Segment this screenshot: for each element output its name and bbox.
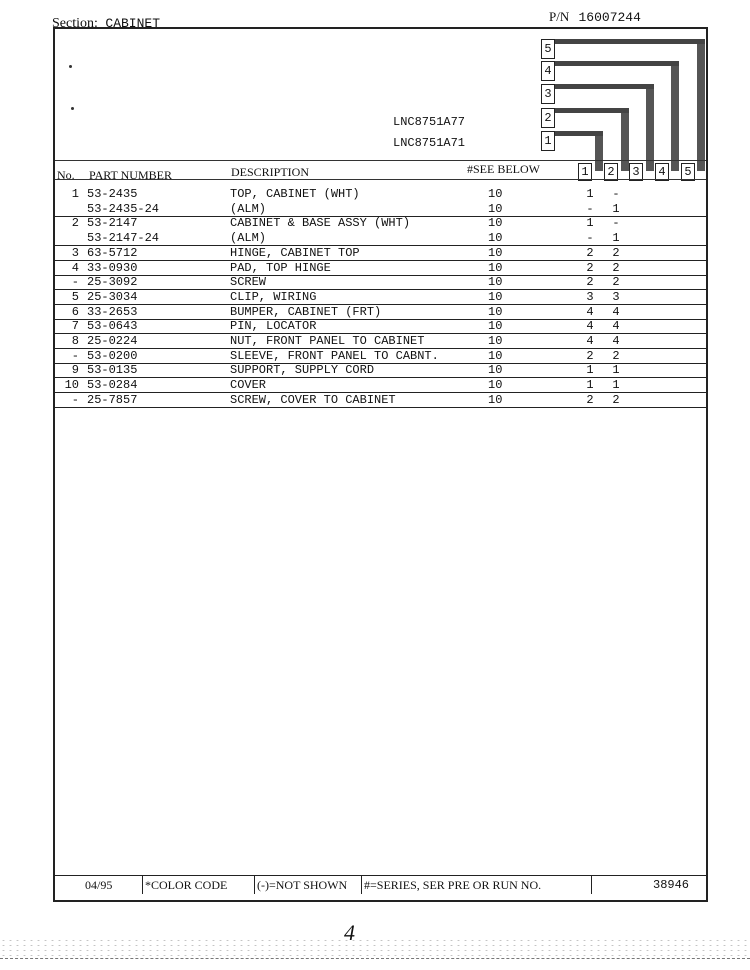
part-number: 53-2147 (87, 216, 138, 231)
description: BUMPER, CABINET (FRT) (230, 304, 382, 319)
model-1-qty: 1 (586, 187, 594, 201)
model-1-qty: 2 (586, 275, 594, 290)
model-hbar-3 (555, 84, 654, 89)
pn-label: P/N (549, 9, 570, 24)
scan-edge (0, 958, 750, 959)
model-2-qty: 2 (612, 260, 620, 275)
model-hbar-1 (555, 131, 603, 136)
item-number: 2 (71, 216, 79, 231)
series-code: 10 (488, 304, 503, 319)
table-row (55, 305, 706, 320)
table-row (55, 216, 706, 231)
pn-value: 16007244 (578, 10, 641, 25)
part-number: 25-0224 (87, 334, 138, 348)
model-hbar-5 (555, 39, 705, 44)
model-1-qty: 2 (586, 260, 594, 275)
part-number: 33-0930 (87, 260, 138, 275)
footer-separator (142, 876, 143, 894)
item-number: 3 (71, 245, 79, 260)
model-number-1: 1 (541, 131, 555, 151)
model-1-qty: - (586, 201, 594, 216)
speck (69, 65, 72, 68)
item-number: 8 (71, 334, 79, 348)
table-row (55, 187, 706, 202)
model-2-qty: 1 (612, 231, 620, 246)
series-code: 10 (488, 245, 503, 260)
table-row (55, 334, 706, 349)
table-row (55, 202, 706, 217)
description: SUPPORT, SUPPLY CORD (230, 363, 375, 378)
model-bar-1 (595, 131, 603, 171)
description: SCREW (230, 275, 267, 290)
item-number: 1 (71, 187, 79, 201)
model-1-qty: 2 (586, 392, 594, 407)
footer-doc-number: 38946 (653, 878, 690, 892)
model-bar-3 (646, 84, 654, 171)
series-code: 10 (488, 319, 503, 334)
col-header-no: No. (57, 168, 75, 182)
model-col-5: 5 (681, 163, 695, 181)
table-row (55, 246, 706, 261)
description: PAD, TOP HINGE (230, 260, 331, 275)
footer-separator (254, 876, 255, 894)
description: (ALM) (230, 231, 267, 246)
model-number-3: 3 (541, 84, 555, 104)
model-1-qty: 2 (586, 245, 594, 260)
description: COVER (230, 378, 267, 393)
description: NUT, FRONT PANEL TO CABINET (230, 334, 425, 348)
model-hbar-2 (555, 108, 629, 113)
model-col-3: 3 (629, 163, 643, 181)
model-2-qty: - (612, 187, 620, 201)
footer-separator (361, 876, 362, 894)
model-2-qty: 1 (612, 378, 620, 393)
series-code: 10 (488, 216, 503, 231)
scan-noise (0, 938, 750, 958)
model-1-qty: 4 (586, 319, 594, 334)
model-1-qty: - (586, 231, 594, 246)
part-number: 25-3092 (87, 275, 138, 290)
part-number: 33-2653 (87, 304, 138, 319)
part-number: 53-2435 (87, 187, 138, 201)
model-2-qty: 1 (612, 201, 620, 216)
col-header-description: DESCRIPTION (231, 165, 310, 179)
description: PIN, LOCATOR (230, 319, 317, 334)
model-col-4: 4 (655, 163, 669, 181)
model-number-5: 5 (541, 39, 555, 59)
model-bar-5 (697, 39, 705, 171)
series-code: 10 (488, 187, 503, 201)
item-number: - (71, 392, 79, 407)
model-1-qty: 4 (586, 304, 594, 319)
table-row (55, 349, 706, 364)
item-number: 4 (71, 260, 79, 275)
model-2-qty: 4 (612, 334, 620, 348)
item-number: 9 (71, 363, 79, 378)
series-code: 10 (488, 392, 503, 407)
model-2-qty: 2 (612, 392, 620, 407)
series-code: 10 (488, 363, 503, 378)
model-2-qty: 1 (612, 363, 620, 378)
model-number-4: 4 (541, 61, 555, 81)
model-1-qty: 3 (586, 289, 594, 304)
section-value: CABINET (105, 16, 160, 31)
footer-series: #=SERIES, SER PRE OR RUN NO. (364, 878, 542, 892)
model-col-1: 1 (578, 163, 592, 181)
header-divider (55, 160, 706, 161)
table-row (55, 275, 706, 290)
footer-not-shown: (-)=NOT SHOWN (257, 878, 348, 892)
table-row (55, 363, 706, 378)
section-label: Section: (52, 16, 98, 31)
series-code: 10 (488, 275, 503, 290)
description: (ALM) (230, 201, 267, 216)
model-2-qty: 4 (612, 319, 620, 334)
model-1-qty: 2 (586, 348, 594, 363)
column-header-divider (55, 179, 706, 180)
description: TOP, CABINET (WHT) (230, 187, 360, 201)
model-2-qty: 2 (612, 348, 620, 363)
part-number: 53-0135 (87, 363, 138, 378)
col-header-part: PART NUMBER (89, 168, 172, 182)
description: HINGE, CABINET TOP (230, 245, 360, 260)
part-number: 63-5712 (87, 245, 138, 260)
item-number: 7 (71, 319, 79, 334)
series-code: 10 (488, 378, 503, 393)
description: SCREW, COVER TO CABINET (230, 392, 396, 407)
col-header-see-below: #SEE BELOW (467, 162, 540, 176)
description: CLIP, WIRING (230, 289, 317, 304)
part-number: 53-0643 (87, 319, 138, 334)
footer-date: 04/95 (85, 878, 113, 892)
table-row (55, 319, 706, 334)
part-number: 53-2147-24 (87, 231, 160, 246)
model-2-qty: 4 (612, 304, 620, 319)
row-rule (55, 407, 706, 408)
series-code: 10 (488, 260, 503, 275)
model-col-2: 2 (604, 163, 618, 181)
model-2-qty: - (612, 216, 620, 231)
model-1-qty: 1 (586, 363, 594, 378)
table-row (55, 261, 706, 276)
model-label-a71: LNC8751A71 (393, 136, 466, 150)
speck (71, 107, 74, 110)
part-number: 53-2435-24 (87, 201, 160, 216)
part-number-header (549, 9, 641, 25)
series-code: 10 (488, 231, 503, 246)
model-2-qty: 2 (612, 245, 620, 260)
table-row (55, 290, 706, 305)
series-code: 10 (488, 289, 503, 304)
table-row (55, 393, 706, 408)
series-code: 10 (488, 348, 503, 363)
page-number: 4 (344, 920, 355, 945)
model-1-qty: 1 (586, 216, 594, 231)
item-number: 6 (71, 304, 79, 319)
table-row (55, 231, 706, 246)
model-hbar-4 (555, 61, 679, 66)
model-2-qty: 3 (612, 289, 620, 304)
description: SLEEVE, FRONT PANEL TO CABNT. (230, 348, 439, 363)
item-number: - (71, 348, 79, 363)
table-row (55, 378, 706, 393)
model-label-a77: LNC8751A77 (393, 115, 466, 129)
model-2-qty: 2 (612, 275, 620, 290)
item-number: 10 (64, 378, 79, 393)
description: CABINET & BASE ASSY (WHT) (230, 216, 411, 231)
model-number-2: 2 (541, 108, 555, 128)
item-number: 5 (71, 289, 79, 304)
footer-separator (591, 876, 592, 894)
series-code: 10 (488, 334, 503, 348)
part-number: 25-3034 (87, 289, 138, 304)
parts-sheet (53, 27, 708, 902)
item-number: - (71, 275, 79, 290)
footer-color-code: *COLOR CODE (145, 878, 228, 892)
series-code: 10 (488, 201, 503, 216)
model-1-qty: 4 (586, 334, 594, 348)
model-bar-4 (671, 61, 679, 171)
part-number: 25-7857 (87, 392, 138, 407)
part-number: 53-0200 (87, 348, 138, 363)
model-1-qty: 1 (586, 378, 594, 393)
sheet-footer (55, 875, 706, 895)
model-bar-2 (621, 108, 629, 171)
part-number: 53-0284 (87, 378, 138, 393)
